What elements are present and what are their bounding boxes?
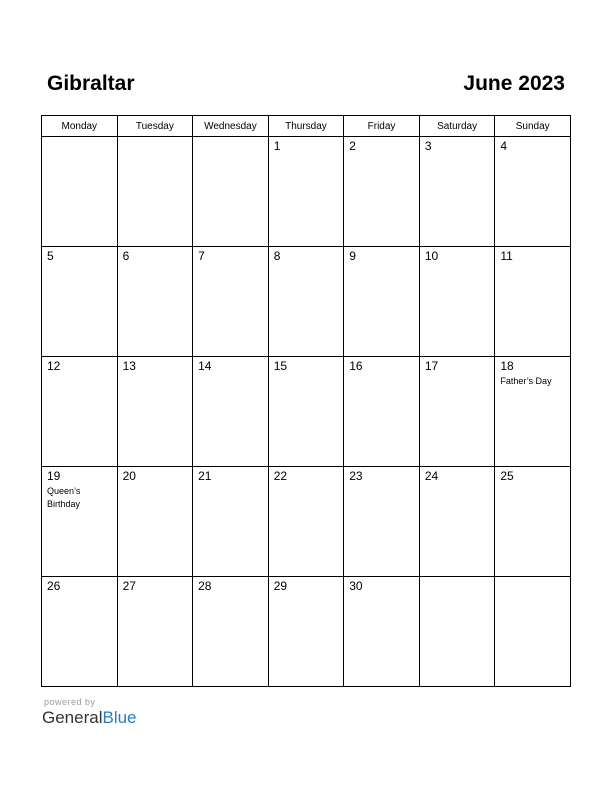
day-cell[interactable] (268, 137, 344, 247)
weekday-header-sunday: Sunday (495, 116, 571, 137)
calendar-body (42, 137, 571, 687)
day-cell[interactable] (344, 577, 420, 687)
month-year-title: June 2023 (463, 72, 565, 95)
week-row (42, 137, 571, 247)
day-cell[interactable] (268, 247, 344, 357)
day-cell[interactable] (117, 357, 193, 467)
day-number: 6 (122, 249, 130, 263)
day-number: 4 (500, 139, 508, 153)
week-row (42, 247, 571, 357)
day-cell[interactable] (495, 247, 571, 357)
day-number: 28 (198, 579, 212, 593)
country-title: Gibraltar (47, 72, 135, 95)
day-number: 8 (273, 249, 281, 263)
weekday-header-tuesday: Tuesday (117, 116, 193, 137)
day-cell[interactable] (193, 467, 269, 577)
empty-day-cell (193, 137, 269, 247)
day-cell[interactable] (344, 467, 420, 577)
day-cell[interactable] (419, 137, 495, 247)
day-cell[interactable] (344, 247, 420, 357)
holiday-label: Father’s Day (500, 376, 552, 386)
day-cell[interactable] (117, 577, 193, 687)
day-number: 19 (47, 469, 61, 483)
day-cell[interactable] (117, 467, 193, 577)
weekday-header-friday: Friday (344, 116, 420, 137)
empty-day-cell (419, 577, 495, 687)
week-row (42, 357, 571, 467)
day-number: 24 (424, 469, 439, 483)
holiday-label: Queen’s Birthday (47, 486, 81, 509)
day-number: 21 (198, 469, 212, 483)
day-cell[interactable] (117, 247, 193, 357)
powered-by-label: powered by (44, 697, 96, 707)
empty-day-cell (117, 137, 193, 247)
day-cell[interactable] (193, 247, 269, 357)
day-cell[interactable] (419, 247, 495, 357)
day-number: 20 (122, 469, 136, 483)
day-number: 5 (47, 249, 54, 263)
day-cell[interactable] (495, 137, 571, 247)
day-number: 10 (424, 249, 439, 263)
day-number: 25 (500, 469, 514, 483)
day-number: 22 (273, 469, 288, 483)
calendar-grid (41, 115, 571, 687)
week-row (42, 577, 571, 687)
weekday-header-thursday: Thursday (268, 116, 344, 137)
day-number: 2 (349, 139, 356, 153)
day-cell[interactable] (344, 137, 420, 247)
empty-day-cell (495, 577, 571, 687)
brand-general-text: General (42, 708, 103, 727)
day-cell[interactable] (193, 577, 269, 687)
weekday-header-row (42, 116, 571, 137)
day-number: 29 (273, 579, 288, 593)
day-number: 13 (122, 359, 136, 373)
day-number: 27 (122, 579, 136, 593)
day-number: 9 (349, 249, 356, 263)
day-cell[interactable] (42, 357, 118, 467)
week-row (42, 467, 571, 577)
day-number: 15 (273, 359, 288, 373)
day-number: 14 (198, 359, 212, 373)
day-cell[interactable] (42, 247, 118, 357)
day-number: 18 (500, 359, 514, 373)
day-number: 1 (273, 139, 281, 153)
brand-logo[interactable] (42, 708, 137, 728)
day-number: 12 (47, 359, 61, 373)
brand-blue-text: Blue (102, 708, 137, 727)
day-cell[interactable] (42, 577, 118, 687)
day-number: 30 (349, 579, 363, 593)
day-number: 17 (424, 359, 439, 373)
day-cell[interactable] (419, 357, 495, 467)
day-number: 7 (198, 249, 205, 263)
day-number: 26 (47, 579, 61, 593)
day-cell[interactable] (495, 467, 571, 577)
day-cell[interactable] (268, 467, 344, 577)
day-cell[interactable] (193, 357, 269, 467)
day-cell[interactable] (268, 577, 344, 687)
empty-day-cell (42, 137, 118, 247)
day-cell[interactable] (419, 467, 495, 577)
weekday-header-wednesday: Wednesday (193, 116, 269, 137)
day-number: 3 (424, 139, 432, 153)
day-number: 16 (349, 359, 363, 373)
day-cell[interactable] (268, 357, 344, 467)
day-cell[interactable] (42, 467, 118, 577)
day-number: 23 (349, 469, 363, 483)
day-number: 11 (500, 249, 513, 263)
weekday-header-saturday: Saturday (419, 116, 495, 137)
day-cell[interactable] (344, 357, 420, 467)
day-cell[interactable] (495, 357, 571, 467)
weekday-header-monday: Monday (42, 116, 118, 137)
